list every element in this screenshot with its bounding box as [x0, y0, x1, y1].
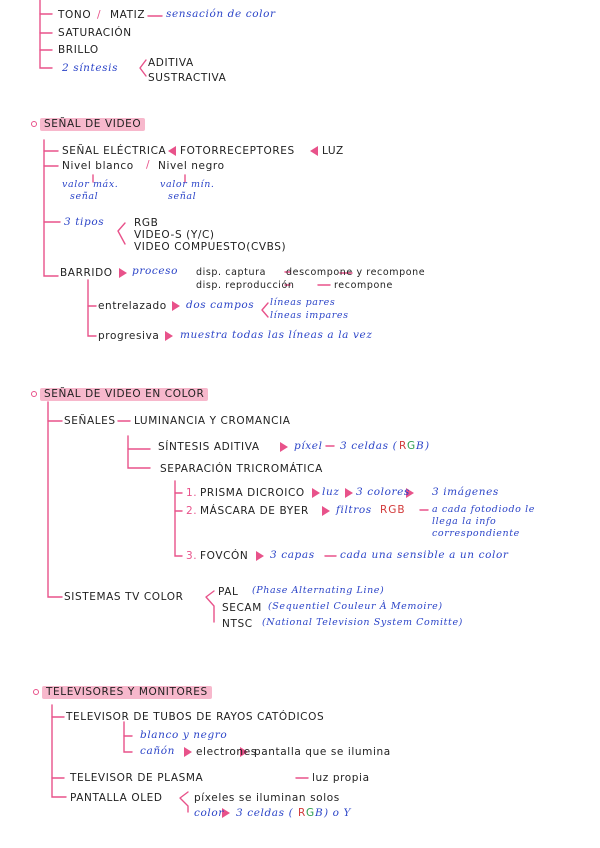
pal-label: PAL	[218, 586, 239, 598]
pal-full-note: (Phase Alternating Line)	[252, 585, 385, 596]
filtros-note: filtros	[336, 504, 372, 516]
progresiva-label: progresiva	[98, 330, 160, 342]
descompone-label: descompone y recompone	[286, 267, 426, 278]
number-3: 3.	[186, 550, 198, 562]
aditiva-label: ADITIVA	[148, 57, 194, 69]
disp-captura-label: disp. captura	[196, 267, 267, 278]
electrones-label: electrones	[196, 746, 257, 758]
rgb-b-letter: B	[416, 440, 425, 452]
pixeles-label: píxeles se iluminan solos	[194, 792, 340, 804]
tres-celdas-note: 3 celdas (	[236, 807, 294, 819]
section-title-televisores: TELEVISORES Y MONITORES	[42, 686, 212, 699]
section-bullet	[31, 391, 37, 397]
section-title-senal-video: SEÑAL DE VIDEO	[40, 118, 145, 131]
brillo-label: BRILLO	[58, 44, 99, 56]
valor-min-senal-note: señal	[168, 191, 197, 202]
nivel-negro-label: Nivel negro	[158, 160, 225, 172]
cada-una-note: cada una sensible a un color	[340, 549, 509, 561]
luz-propia-label: luz propia	[312, 772, 370, 784]
rgb-g-letter: G	[407, 440, 416, 452]
valor-max-senal-note: señal	[70, 191, 99, 202]
dos-campos-note: dos campos	[186, 299, 255, 311]
canon-note: cañón	[140, 745, 175, 757]
valor-min-note: valor mín.	[160, 179, 215, 190]
pantalla-ilumina-label: pantalla que se ilumina	[254, 746, 391, 758]
video-s-label: VIDEO-S (Y/C)	[134, 229, 215, 241]
crt-label: TELEVISOR DE TUBOS DE RAYOS CATÓDICOS	[66, 711, 325, 723]
number-2: 2.	[186, 505, 198, 517]
secam-label: SECAM	[222, 602, 262, 614]
section-bullet	[33, 689, 39, 695]
o-y-note: ) o Y	[324, 807, 352, 819]
blanco-negro-note: blanco y negro	[140, 729, 228, 741]
rgb-label: RGB	[134, 217, 159, 229]
nivel-blanco-label: Nivel blanco	[62, 160, 134, 172]
rgb-r-letter: R	[298, 807, 306, 819]
luz-note: luz	[322, 486, 340, 498]
ntsc-full-note: (National Television System Comitte)	[262, 617, 463, 628]
slash-separator: /	[146, 159, 151, 171]
tres-imagenes-note: 3 imágenes	[432, 486, 499, 498]
tres-celdas-note: 3 celdas (	[340, 440, 398, 452]
rgb-b-letter: B	[315, 807, 324, 819]
valor-max-note: valor máx.	[62, 179, 119, 190]
correspondiente-note: correspondiente	[432, 528, 520, 539]
color-note: color	[194, 807, 224, 819]
plasma-label: TELEVISOR DE PLASMA	[70, 772, 204, 784]
lineas-impares-note: líneas impares	[270, 310, 349, 321]
senal-electrica-label: SEÑAL ELÉCTRICA	[62, 145, 167, 157]
prisma-label: PRISMA DICROICO	[200, 487, 305, 499]
lineas-pares-note: líneas pares	[270, 297, 336, 308]
oled-label: PANTALLA OLED	[70, 792, 163, 804]
tono-label: TONO	[58, 9, 92, 21]
barrido-label: BARRIDO	[60, 267, 113, 279]
number-1: 1.	[186, 487, 198, 499]
section-title-senal-video-color: SEÑAL DE VIDEO EN COLOR	[40, 388, 208, 401]
luminancia-label: LUMINANCIA Y CROMANCIA	[134, 415, 291, 427]
slash-separator: /	[97, 9, 102, 21]
senales-label: SEÑALES	[64, 415, 116, 427]
sintesis-aditiva-label: SÍNTESIS ADITIVA	[158, 441, 260, 453]
muestra-note: muestra todas las líneas a la vez	[180, 329, 373, 341]
llega-info-note: llega la info	[432, 516, 497, 527]
rgb-r-letter: R	[399, 440, 407, 452]
fotorreceptores-label: FOTORRECEPTORES	[180, 145, 295, 157]
rgb-g-letter: G	[306, 807, 315, 819]
fovcon-label: FOVCÓN	[200, 550, 249, 562]
luz-label: LUZ	[322, 145, 344, 157]
entrelazado-label: entrelazado	[98, 300, 167, 312]
pixel-note: píxel	[294, 440, 323, 452]
cada-fotodiodo-note: a cada fotodiodo le	[432, 504, 535, 515]
tres-tipos-note: 3 tipos	[64, 216, 105, 228]
tres-colores-note: 3 colores	[356, 486, 410, 498]
recompone-label: recompone	[334, 280, 393, 291]
proceso-note: proceso	[132, 265, 179, 277]
sustractiva-label: SUSTRACTIVA	[148, 72, 227, 84]
matiz-label: MATIZ	[110, 9, 146, 21]
ntsc-label: NTSC	[222, 618, 253, 630]
video-compuesto-label: VIDEO COMPUESTO(CVBS)	[134, 241, 287, 253]
sintesis-note: 2 síntesis	[62, 62, 119, 74]
disp-reproduccion-label: disp. reproducción	[196, 280, 295, 291]
sistemas-label: SISTEMAS TV COLOR	[64, 591, 184, 603]
paren-close: )	[425, 440, 430, 452]
separacion-label: SEPARACIÓN TRICROMÁTICA	[160, 463, 323, 475]
saturacion-label: SATURACIÓN	[58, 27, 132, 39]
section-bullet	[31, 121, 37, 127]
mascara-label: MÁSCARA DE BYER	[200, 505, 309, 517]
secam-full-note: (Sequentiel Couleur À Memoire)	[268, 601, 443, 612]
filtros-rgb: RGB	[380, 504, 406, 516]
tres-capas-note: 3 capas	[270, 549, 315, 561]
sensacion-note: sensación de color	[166, 8, 276, 20]
